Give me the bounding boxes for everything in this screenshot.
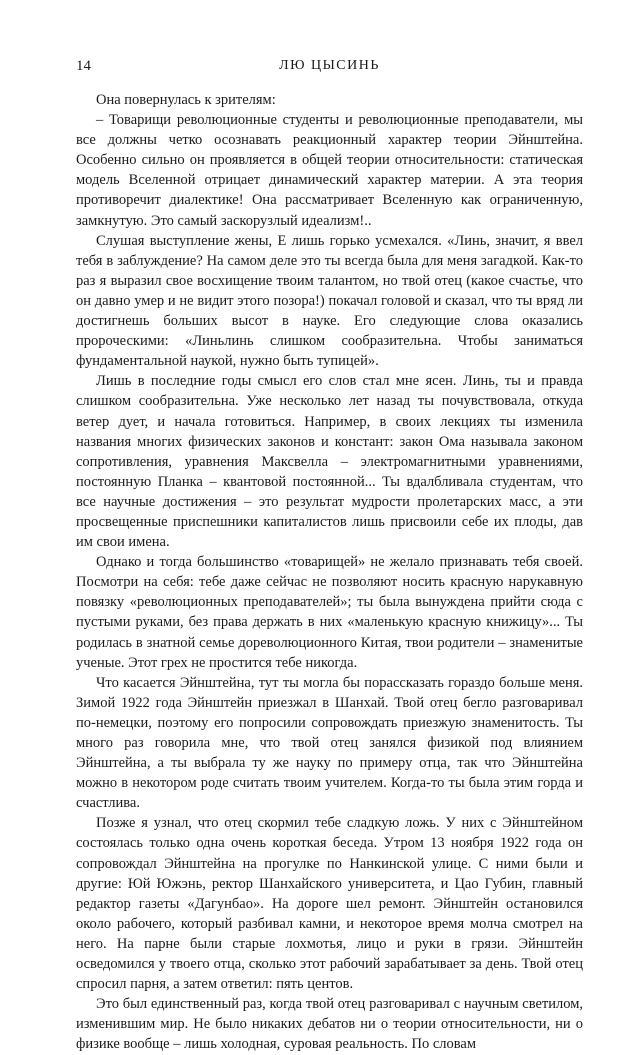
paragraph: Что касается Эйнштейна, тут ты могла бы порассказать гораздо больше меня. Зимой 1922 года Эйнштейн приезжал в Шанхай. Твой отец бегло разговаривал по-немецки, поэтому его попросили сопровождать приезжую знаменитость. Ты много раз говорила мне, что твой отец занялся физикой под влиянием Эйнштейна, а ты выбрала ту же науку по примеру отца, так что Эйнштейна можно в некотором роде считать твоим учителем. Когда-то ты была этим горда и счастлива. <box>76 674 583 812</box>
page-header <box>76 58 583 82</box>
page-number: 14 <box>76 58 91 74</box>
paragraph: Слушая выступление жены, Е лишь горько усмехался. «Линь, значит, я ввел тебя в заблуждение? На самом деле это ты всегда была для меня загадкой. Как-то раз я выразил свое восхищение твоим талантом, но твой отец (какое счастье, что он давно умер и не видит этого позора!) покачал головой и сказал, что ты вряд ли достигнешь больших высот в науке. Его следующие слова оказались пророческими: «Линьлинь слишком сообразительна. Чтобы заниматься фундаментальной наукой, нужно быть тупицей». <box>76 232 583 370</box>
paragraph: Лишь в последние годы смысл его слов стал мне ясен. Линь, ты и правда слишком сообразительна. Уже несколько лет назад ты почувствовала, откуда ветер дует, и начала готовиться. Например, в своих лекциях ты изменила названия многих физических законов и констант: закон Ома называла законом сопротивления, уравнения Максвелла – электромагнитными уравнениями, постоянную Планка – квантовой постоянной... Ты вдалбливала студентам, что все научные достижения – это результат мудрости пролетарских масс, а эти просвещенные приспешники капиталистов лишь присвоили себе их плоды, дав им свои имена. <box>76 373 583 551</box>
body-text <box>76 90 583 1055</box>
paragraph: Это был единственный раз, когда твой отец разговаривал с научным светилом, изменившим мир. Не было никаких дебатов ни о теории относительности, ни о физике вообще – лишь холодная, суровая реальность. По словам <box>76 996 583 1053</box>
paragraph: Позже я узнал, что отец скормил тебе сладкую ложь. У них с Эйнштейном состоялась только одна очень короткая беседа. Утром 13 ноября 1922 года он сопровождал Эйнштейна на прогулке по Нанкинской улице. С ними были и другие: Юй Южэнь, ректор Шанхайского университета, и Цао Губин, главный редактор газеты «Дагунбао». На дороге шел ремонт. Эйнштейн остановился около рабочего, который разбивал камни, и некоторое время молча смотрел на него. На парне были старые лохмотья, лицо и руки в грязи. Эйнштейн осведомился у твоего отца, сколько этот рабочий зарабатывает за день. Твой отец спросил парня, а затем ответил: пять центов. <box>76 815 583 993</box>
running-head: ЛЮ ЦЫСИНЬ <box>279 58 380 73</box>
paragraph: Она повернулась к зрителям: <box>96 92 276 108</box>
paragraph: Однако и тогда большинство «товарищей» не желало признавать тебя своей. Посмотри на себя: тебе даже сейчас не позволяют носить красную нарукавную повязку «революционных преподавателей»; ты была вынуждена прийти сюда с пустыми руками, без права держать в них «маленькую красную книжицу»... Ты родилась в знатной семье дореволюционного Китая, твои родители – знаменитые ученые. Этот грех не простится тебе никогда. <box>76 554 583 671</box>
paragraph: – Товарищи революционные студенты и революционные преподаватели, мы все должны четко осознавать реакционный характер теории Эйнштейна. Особенно сильно он проявляется в общей теории относительности: статическая модель Вселенной отрицает динамический характер материи. А эта теория противоречит диалектике! Она рассматривает Вселенную как ограниченную, замкнутую. Это самый заскорузлый идеализм!.. <box>76 112 583 229</box>
